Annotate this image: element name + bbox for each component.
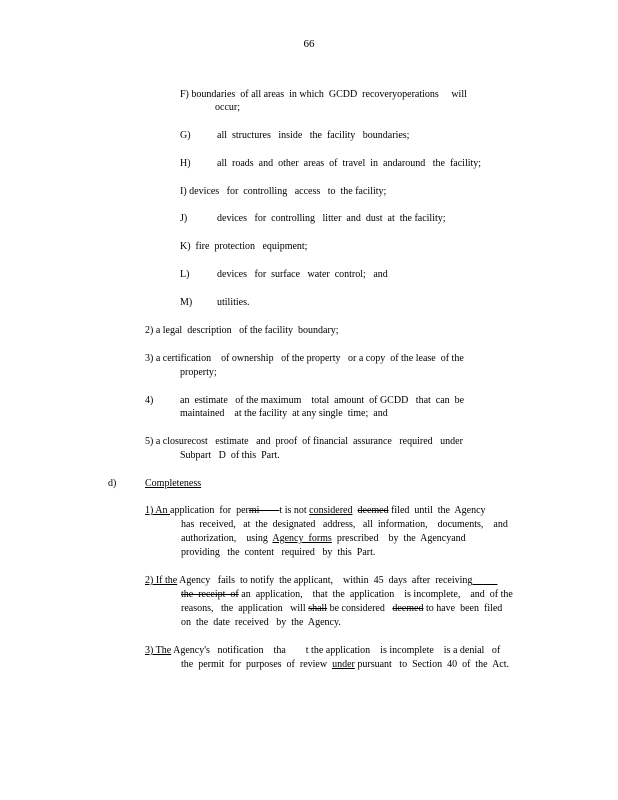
numbered-item-5-line1: 5) a closurecost estimate and proof of financial assurance required under — [145, 436, 463, 447]
list-item-g-text: all structures inside the facility boundaries; — [217, 130, 410, 141]
para-3-inserted-under: under — [332, 659, 355, 670]
para-2-line1 — [145, 575, 497, 587]
para-2-deleted-text: the receipt of — [181, 589, 239, 600]
numbered-item-4-line1: an estimate of the maximum total amount of GCDD that can be — [180, 395, 465, 406]
para-2-line2-text: an application, that the application is incomplete, and of the — [238, 589, 513, 600]
para-3-line2-a: the permit for purposes of review — [181, 659, 333, 670]
para-1-line3-inserted: Agency forms — [272, 533, 332, 544]
para-2-deleted-deemed: deemed — [392, 603, 424, 614]
para-1-deleted-word: deemed — [357, 505, 389, 516]
list-item-j-text: devices for controlling litter and dust at the facility; — [217, 213, 446, 224]
list-item-m-text: utilities. — [217, 297, 250, 308]
numbered-item-4-label: 4) — [145, 395, 154, 406]
section-d-heading: Completeness — [145, 478, 202, 489]
list-item-k: K) fire protection equipment; — [180, 241, 308, 252]
para-1-line3 — [181, 533, 466, 545]
numbered-item-4-line2: maintained at the facility at any single time; and — [180, 408, 388, 419]
para-3-line2 — [181, 659, 509, 671]
list-item-j-label: J) — [180, 213, 188, 224]
para-3-lead: 3) The — [145, 645, 172, 656]
para-1-line4: providing the content required by this Part. — [181, 547, 376, 558]
para-1-text-d: filed until the Agency — [388, 505, 486, 516]
list-item-m-label: M) — [180, 297, 193, 308]
numbered-item-5-line2: Subpart D of this Part. — [180, 450, 280, 461]
list-item-i: I) devices for controlling access to the facility; — [180, 186, 387, 197]
numbered-item-3-line1: 3) a certification of ownership of the property or a copy of the lease of the — [145, 353, 464, 364]
list-item-h-text: all roads and other areas of travel in andaround the facility; — [217, 158, 482, 169]
para-1-line2: has received, at the designated address, all information, documents, and — [181, 519, 508, 530]
para-1-deleted-text: mi — [248, 505, 260, 516]
para-2-line3-c: to have been filed — [423, 603, 503, 614]
para-2-line4: on the date received by the Agency. — [181, 617, 341, 628]
para-1-line3-b: prescribed by the Agencyand — [331, 533, 466, 544]
para-2-deleted-shall: shall — [308, 603, 328, 614]
list-item-h-label: H) — [180, 158, 191, 169]
para-2-line2 — [181, 589, 513, 601]
list-item-f-line1: F) boundaries of all areas in which GCDD recoveryoperations will — [180, 89, 467, 100]
list-item-f-cont: occur; — [215, 102, 240, 113]
list-item-g-label: G) — [180, 130, 191, 141]
para-1-text-a: application for — [170, 505, 237, 516]
para-3-line2-b: pursuant to Section 40 of the Act. — [354, 659, 510, 670]
list-item-l-text: devices for surface water control; and — [217, 269, 388, 280]
para-1-inserted-text: considered — [309, 505, 353, 516]
para-1-line3-a: authorization, using — [181, 533, 273, 544]
numbered-item-2: 2) a legal description of the facility boundary; — [145, 325, 339, 336]
numbered-item-3-line2: property; — [180, 367, 217, 378]
list-item-f — [180, 89, 467, 101]
list-item-l-label: L) — [180, 269, 190, 280]
para-2-lead: 2) If the — [145, 575, 178, 586]
para-2-text-a: Agency fails to notify the applicant, within 45 days after receiving — [177, 575, 473, 586]
para-3-text-a: Agency's notification tha t the application is incomplete is a denial of — [171, 645, 501, 656]
para-1-text-b: per — [236, 505, 249, 516]
section-d-label: d) — [108, 478, 117, 489]
page-number: 66 — [303, 38, 315, 50]
para-1-text-c: t is not — [279, 505, 310, 516]
para-3-line1 — [145, 645, 500, 657]
para-1-lead: 1) An — [145, 505, 170, 516]
para-1-line1 — [145, 505, 486, 517]
para-2-line3-b: be considered — [327, 603, 393, 614]
para-2-line3 — [181, 603, 502, 615]
para-2-line3-a: reasons, the application will — [181, 603, 309, 614]
